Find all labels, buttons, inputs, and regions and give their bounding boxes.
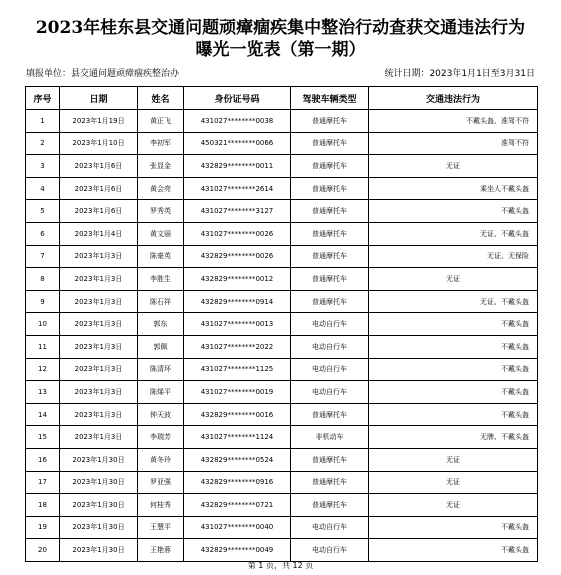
table-row: [26, 335, 538, 358]
cell-violation: 无证: [369, 268, 538, 291]
cell-date: 2023年1月30日: [60, 448, 138, 471]
cell-date: 2023年1月4日: [60, 222, 138, 245]
cell-name: 李初军: [138, 132, 184, 155]
cell-id-number: 432829********0914: [184, 290, 291, 313]
cell-date: 2023年1月3日: [60, 313, 138, 336]
cell-id-number: 431027********1124: [184, 426, 291, 449]
cell-name: 罗亚强: [138, 471, 184, 494]
document-title-line2: 曝光一览表（第一期）: [195, 40, 366, 60]
cell-date: 2023年1月10日: [60, 132, 138, 155]
cell-name: 李胜生: [138, 268, 184, 291]
table-row: [26, 494, 538, 517]
cell-vehicle-type: 电动自行车: [291, 358, 369, 381]
cell-no: 13: [26, 381, 60, 404]
header-id-number: 身份证号码: [184, 87, 291, 110]
cell-vehicle-type: 电动自行车: [291, 335, 369, 358]
cell-vehicle-type: 电动自行车: [291, 381, 369, 404]
cell-violation: 无证: [369, 155, 538, 178]
table-row: [26, 177, 538, 200]
cell-vehicle-type: 普通摩托车: [291, 471, 369, 494]
table-row: [26, 381, 538, 404]
table-row: [26, 155, 538, 178]
cell-id-number: 432829********0026: [184, 245, 291, 268]
cell-no: 17: [26, 471, 60, 494]
cell-id-number: 431027********0040: [184, 516, 291, 539]
stat-date: 统计日期：2023年1月1日至3月31日: [384, 69, 535, 79]
reporting-unit: 填报单位：县交通问题顽瘴痼疾整治办: [26, 69, 180, 79]
cell-name: 郭佩: [138, 335, 184, 358]
violations-table: [25, 86, 538, 562]
cell-id-number: 431027********2022: [184, 335, 291, 358]
cell-date: 2023年1月3日: [60, 426, 138, 449]
cell-id-number: 432829********0012: [184, 268, 291, 291]
cell-violation: 无证: [369, 471, 538, 494]
cell-date: 2023年1月19日: [60, 110, 138, 133]
cell-name: 王艳蓉: [138, 539, 184, 562]
cell-vehicle-type: 普通摩托车: [291, 155, 369, 178]
cell-name: 何桂秀: [138, 494, 184, 517]
cell-no: 9: [26, 290, 60, 313]
cell-date: 2023年1月6日: [60, 155, 138, 178]
cell-name: 张显金: [138, 155, 184, 178]
cell-date: 2023年1月30日: [60, 471, 138, 494]
table-row: [26, 448, 538, 471]
cell-vehicle-type: 普通摩托车: [291, 222, 369, 245]
cell-vehicle-type: 普通摩托车: [291, 110, 369, 133]
cell-vehicle-type: 电动自行车: [291, 516, 369, 539]
cell-no: 11: [26, 335, 60, 358]
cell-violation: 不戴头盔: [369, 516, 538, 539]
table-row: [26, 516, 538, 539]
cell-vehicle-type: 普通摩托车: [291, 200, 369, 223]
cell-name: 陈烯平: [138, 381, 184, 404]
cell-no: 3: [26, 155, 60, 178]
cell-no: 12: [26, 358, 60, 381]
cell-vehicle-type: 普通摩托车: [291, 448, 369, 471]
cell-date: 2023年1月3日: [60, 290, 138, 313]
cell-name: 陈豪英: [138, 245, 184, 268]
cell-violation: 无牌、不戴头盔: [369, 426, 538, 449]
header-date: 日期: [60, 87, 138, 110]
cell-vehicle-type: 非机动车: [291, 426, 369, 449]
cell-id-number: 432829********0721: [184, 494, 291, 517]
cell-id-number: 431027********3127: [184, 200, 291, 223]
cell-vehicle-type: 普通摩托车: [291, 245, 369, 268]
cell-date: 2023年1月30日: [60, 516, 138, 539]
table-row: [26, 290, 538, 313]
cell-vehicle-type: 普通摩托车: [291, 403, 369, 426]
cell-date: 2023年1月3日: [60, 403, 138, 426]
cell-violation: 不戴头盔: [369, 335, 538, 358]
cell-no: 15: [26, 426, 60, 449]
cell-id-number: 450321********0066: [184, 132, 291, 155]
cell-no: 7: [26, 245, 60, 268]
cell-id-number: 431027********0013: [184, 313, 291, 336]
cell-vehicle-type: 普通摩托车: [291, 132, 369, 155]
cell-no: 1: [26, 110, 60, 133]
cell-id-number: 431027********0026: [184, 222, 291, 245]
cell-name: 钟天波: [138, 403, 184, 426]
table-row: [26, 471, 538, 494]
cell-name: 黄冬玲: [138, 448, 184, 471]
cell-id-number: 431027********0019: [184, 381, 291, 404]
cell-date: 2023年1月30日: [60, 494, 138, 517]
cell-violation: 无证、不戴头盔: [369, 222, 538, 245]
cell-no: 20: [26, 539, 60, 562]
cell-no: 2: [26, 132, 60, 155]
header-no: 序号: [26, 87, 60, 110]
header-name: 姓名: [138, 87, 184, 110]
cell-id-number: 432829********0916: [184, 471, 291, 494]
cell-id-number: 431027********2614: [184, 177, 291, 200]
cell-violation: 无证、不戴头盔: [369, 290, 538, 313]
table-row: [26, 268, 538, 291]
cell-no: 8: [26, 268, 60, 291]
cell-vehicle-type: 电动自行车: [291, 539, 369, 562]
cell-id-number: 432829********0049: [184, 539, 291, 562]
cell-name: 陈石祥: [138, 290, 184, 313]
cell-id-number: 432829********0016: [184, 403, 291, 426]
cell-no: 18: [26, 494, 60, 517]
cell-id-number: 431027********1125: [184, 358, 291, 381]
header-violation: 交通违法行为: [369, 87, 538, 110]
cell-name: 李瑞芳: [138, 426, 184, 449]
table-header-row: [26, 87, 538, 110]
cell-no: 19: [26, 516, 60, 539]
cell-date: 2023年1月3日: [60, 335, 138, 358]
cell-no: 4: [26, 177, 60, 200]
table-row: [26, 110, 538, 133]
cell-name: 黄会亮: [138, 177, 184, 200]
cell-no: 10: [26, 313, 60, 336]
cell-vehicle-type: 普通摩托车: [291, 268, 369, 291]
cell-name: 黄文丽: [138, 222, 184, 245]
cell-violation: 不戴头盔: [369, 200, 538, 223]
table-row: [26, 200, 538, 223]
table-row: [26, 313, 538, 336]
cell-violation: 不戴头盔: [369, 539, 538, 562]
cell-violation: 无证: [369, 494, 538, 517]
cell-no: 14: [26, 403, 60, 426]
table-row: [26, 426, 538, 449]
table-row: [26, 132, 538, 155]
cell-vehicle-type: 普通摩托车: [291, 290, 369, 313]
cell-date: 2023年1月6日: [60, 177, 138, 200]
cell-name: 罗秀英: [138, 200, 184, 223]
cell-date: 2023年1月3日: [60, 245, 138, 268]
cell-name: 王慧平: [138, 516, 184, 539]
table-row: [26, 222, 538, 245]
cell-name: 陈清环: [138, 358, 184, 381]
cell-id-number: 432829********0011: [184, 155, 291, 178]
cell-vehicle-type: 普通摩托车: [291, 494, 369, 517]
table-row: [26, 403, 538, 426]
cell-no: 16: [26, 448, 60, 471]
cell-violation: 不戴头盔: [369, 403, 538, 426]
cell-vehicle-type: 电动自行车: [291, 313, 369, 336]
cell-id-number: 431027********0038: [184, 110, 291, 133]
cell-violation: 准驾不符: [369, 132, 538, 155]
cell-violation: 无证、无保险: [369, 245, 538, 268]
cell-date: 2023年1月3日: [60, 358, 138, 381]
cell-date: 2023年1月30日: [60, 539, 138, 562]
cell-violation: 无证: [369, 448, 538, 471]
document-title-line1: 2023年桂东县交通问题顽瘴痼疾集中整治行动查获交通违法行为: [35, 18, 526, 38]
cell-date: 2023年1月3日: [60, 268, 138, 291]
cell-violation: 不戴头盔、准驾不符: [369, 110, 538, 133]
cell-no: 6: [26, 222, 60, 245]
cell-violation: 不戴头盔: [369, 381, 538, 404]
cell-violation: 不戴头盔: [369, 358, 538, 381]
cell-violation: 乘坐人不戴头盔: [369, 177, 538, 200]
table-row: [26, 358, 538, 381]
table-row: [26, 539, 538, 562]
cell-violation: 不戴头盔: [369, 313, 538, 336]
cell-no: 5: [26, 200, 60, 223]
header-vehicle-type: 驾驶车辆类型: [291, 87, 369, 110]
page-footer: 第 1 页，共 12 页: [247, 561, 314, 570]
cell-name: 郭东: [138, 313, 184, 336]
cell-name: 黄正飞: [138, 110, 184, 133]
cell-vehicle-type: 普通摩托车: [291, 177, 369, 200]
cell-id-number: 432829********0524: [184, 448, 291, 471]
cell-date: 2023年1月3日: [60, 381, 138, 404]
table-row: [26, 245, 538, 268]
cell-date: 2023年1月6日: [60, 200, 138, 223]
